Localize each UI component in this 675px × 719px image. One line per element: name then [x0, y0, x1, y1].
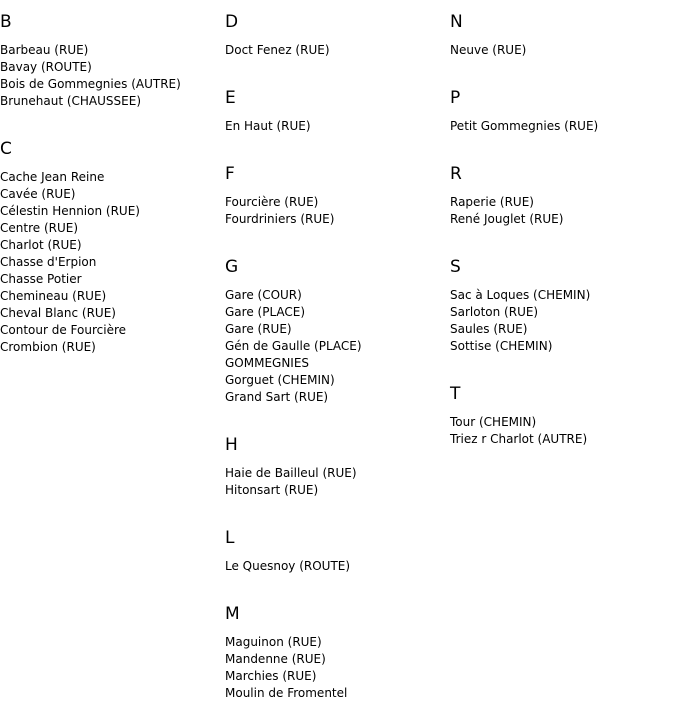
letter-heading: D — [225, 12, 239, 32]
letter-heading: E — [225, 88, 236, 108]
street-link[interactable]: Cache Jean Reine — [0, 170, 105, 184]
letter-heading: S — [450, 257, 461, 277]
letter-group — [0, 12, 220, 127]
street-column-2 — [225, 0, 445, 719]
street-item — [0, 254, 220, 271]
street-column-1 — [0, 0, 220, 373]
street-link[interactable]: Gén de Gaulle (PLACE) — [225, 339, 362, 353]
letter-heading: H — [225, 435, 238, 455]
group-spacer — [225, 228, 445, 245]
street-link[interactable]: Grand Sart (RUE) — [225, 390, 329, 404]
street-item — [0, 42, 220, 59]
street-link[interactable]: Gare (PLACE) — [225, 305, 306, 319]
letter-heading: F — [225, 164, 235, 184]
group-spacer — [0, 356, 220, 373]
letter-heading: G — [225, 257, 239, 277]
street-list — [225, 42, 445, 59]
letter-heading: C — [0, 139, 12, 159]
street-item — [0, 339, 220, 356]
street-link[interactable]: Crombion (RUE) — [0, 340, 96, 354]
letter-heading: M — [225, 604, 240, 624]
street-item — [225, 287, 445, 304]
group-spacer — [450, 448, 670, 465]
street-link[interactable]: En Haut (RUE) — [225, 119, 311, 133]
street-list — [225, 465, 445, 499]
street-item — [0, 220, 220, 237]
letter-group — [450, 12, 670, 76]
street-link[interactable]: Sac à Loques (CHEMIN) — [450, 288, 591, 302]
letter-group — [225, 12, 445, 76]
street-item — [225, 372, 445, 389]
group-spacer — [225, 59, 445, 76]
street-item — [225, 194, 445, 211]
street-item — [450, 338, 670, 355]
street-link[interactable]: René Jouglet (RUE) — [450, 212, 564, 226]
letter-heading: L — [225, 528, 235, 548]
street-item — [450, 431, 670, 448]
group-spacer — [450, 355, 670, 372]
letter-heading: P — [450, 88, 461, 108]
street-link[interactable]: Gorguet (CHEMIN) — [225, 373, 335, 387]
group-spacer — [450, 228, 670, 245]
street-link[interactable]: Mandenne (RUE) — [225, 652, 326, 666]
street-link[interactable]: Chasse Potier — [0, 272, 82, 286]
street-item — [0, 186, 220, 203]
letter-group — [225, 88, 445, 152]
street-item — [450, 42, 670, 59]
street-link[interactable]: Cavée (RUE) — [0, 187, 76, 201]
street-item — [225, 118, 445, 135]
group-spacer — [225, 499, 445, 516]
letter-group — [225, 604, 445, 719]
street-link[interactable]: Tour (CHEMIN) — [450, 415, 537, 429]
letter-group — [450, 384, 670, 465]
group-spacer — [0, 110, 220, 127]
street-link[interactable]: Fourcière (RUE) — [225, 195, 319, 209]
street-list — [225, 287, 445, 406]
street-link[interactable]: Petit Gommegnies (RUE) — [450, 119, 599, 133]
street-item — [0, 203, 220, 220]
street-item — [225, 685, 445, 702]
street-item — [0, 237, 220, 254]
street-item — [450, 194, 670, 211]
street-item — [225, 304, 445, 321]
street-link[interactable]: Bois de Gommegnies (AUTRE) — [0, 77, 181, 91]
group-spacer — [225, 135, 445, 152]
street-link[interactable]: Gare (COUR) — [225, 288, 302, 302]
street-link[interactable]: Chemineau (RUE) — [0, 289, 107, 303]
street-item — [225, 338, 445, 355]
letter-group — [450, 164, 670, 245]
street-item — [450, 321, 670, 338]
group-spacer — [450, 59, 670, 76]
street-item — [0, 288, 220, 305]
street-column-3 — [450, 0, 670, 465]
street-item — [0, 271, 220, 288]
street-item — [225, 634, 445, 651]
street-list — [225, 194, 445, 228]
letter-heading: R — [450, 164, 462, 184]
letter-heading: T — [450, 384, 461, 404]
letter-group — [225, 164, 445, 245]
street-link[interactable]: Sottise (CHEMIN) — [450, 339, 553, 353]
street-link[interactable]: Centre (RUE) — [0, 221, 79, 235]
letter-group — [225, 257, 445, 423]
street-link[interactable]: Barbeau (RUE) — [0, 43, 89, 57]
street-link[interactable]: Doct Fenez (RUE) — [225, 43, 330, 57]
street-link[interactable]: Neuve (RUE) — [450, 43, 527, 57]
letter-heading: N — [450, 12, 463, 32]
group-spacer — [225, 702, 445, 719]
street-item — [225, 482, 445, 499]
street-item — [225, 651, 445, 668]
street-item — [0, 76, 220, 93]
street-link[interactable]: GOMMEGNIES — [225, 356, 310, 370]
street-link[interactable]: Le Quesnoy (ROUTE) — [225, 559, 351, 573]
group-spacer — [225, 575, 445, 592]
street-link[interactable]: Brunehaut (CHAUSSEE) — [0, 94, 141, 108]
street-item — [225, 211, 445, 228]
street-link[interactable]: Hitonsart (RUE) — [225, 483, 319, 497]
group-spacer — [225, 406, 445, 423]
street-link[interactable]: Moulin de Fromentel — [225, 686, 348, 700]
letter-group — [0, 139, 220, 373]
street-item — [0, 322, 220, 339]
street-link[interactable]: Bavay (ROUTE) — [0, 60, 92, 74]
letter-heading: B — [0, 12, 12, 32]
street-item — [0, 93, 220, 110]
street-item — [225, 355, 445, 372]
street-link[interactable]: Saules (RUE) — [450, 322, 528, 336]
street-link[interactable]: Contour de Fourcière — [0, 323, 126, 337]
street-item — [0, 59, 220, 76]
street-item — [0, 305, 220, 322]
street-item — [225, 321, 445, 338]
street-link[interactable]: Cheval Blanc (RUE) — [0, 306, 116, 320]
street-list — [225, 118, 445, 135]
street-link[interactable]: Raperie (RUE) — [450, 195, 534, 209]
street-list — [450, 414, 670, 448]
street-link[interactable]: Fourdriniers (RUE) — [225, 212, 335, 226]
letter-group — [450, 257, 670, 372]
street-list — [450, 118, 670, 135]
street-link[interactable]: Marchies (RUE) — [225, 669, 317, 683]
street-list — [450, 287, 670, 355]
letter-group — [450, 88, 670, 152]
street-item — [225, 558, 445, 575]
street-list — [450, 194, 670, 228]
street-item — [450, 287, 670, 304]
street-item — [0, 169, 220, 186]
street-list — [450, 42, 670, 59]
street-item — [450, 118, 670, 135]
street-link[interactable]: Haie de Bailleul (RUE) — [225, 466, 357, 480]
letter-group — [225, 435, 445, 516]
street-item — [225, 668, 445, 685]
street-link[interactable]: Maguinon (RUE) — [225, 635, 322, 649]
street-link[interactable]: Charlot (RUE) — [0, 238, 82, 252]
street-link[interactable]: Gare (RUE) — [225, 322, 292, 336]
street-item — [225, 389, 445, 406]
street-item — [450, 304, 670, 321]
street-item — [225, 465, 445, 482]
street-list — [0, 42, 220, 110]
street-list — [225, 558, 445, 575]
street-link[interactable]: Sarloton (RUE) — [450, 305, 539, 319]
street-list — [225, 634, 445, 702]
group-spacer — [450, 135, 670, 152]
street-link[interactable]: Chasse d'Erpion — [0, 255, 97, 269]
letter-group — [225, 528, 445, 592]
street-link[interactable]: Célestin Hennion (RUE) — [0, 204, 140, 218]
street-link[interactable]: Triez r Charlot (AUTRE) — [450, 432, 588, 446]
street-item — [450, 211, 670, 228]
street-list — [0, 169, 220, 356]
street-item — [450, 414, 670, 431]
street-item — [225, 42, 445, 59]
